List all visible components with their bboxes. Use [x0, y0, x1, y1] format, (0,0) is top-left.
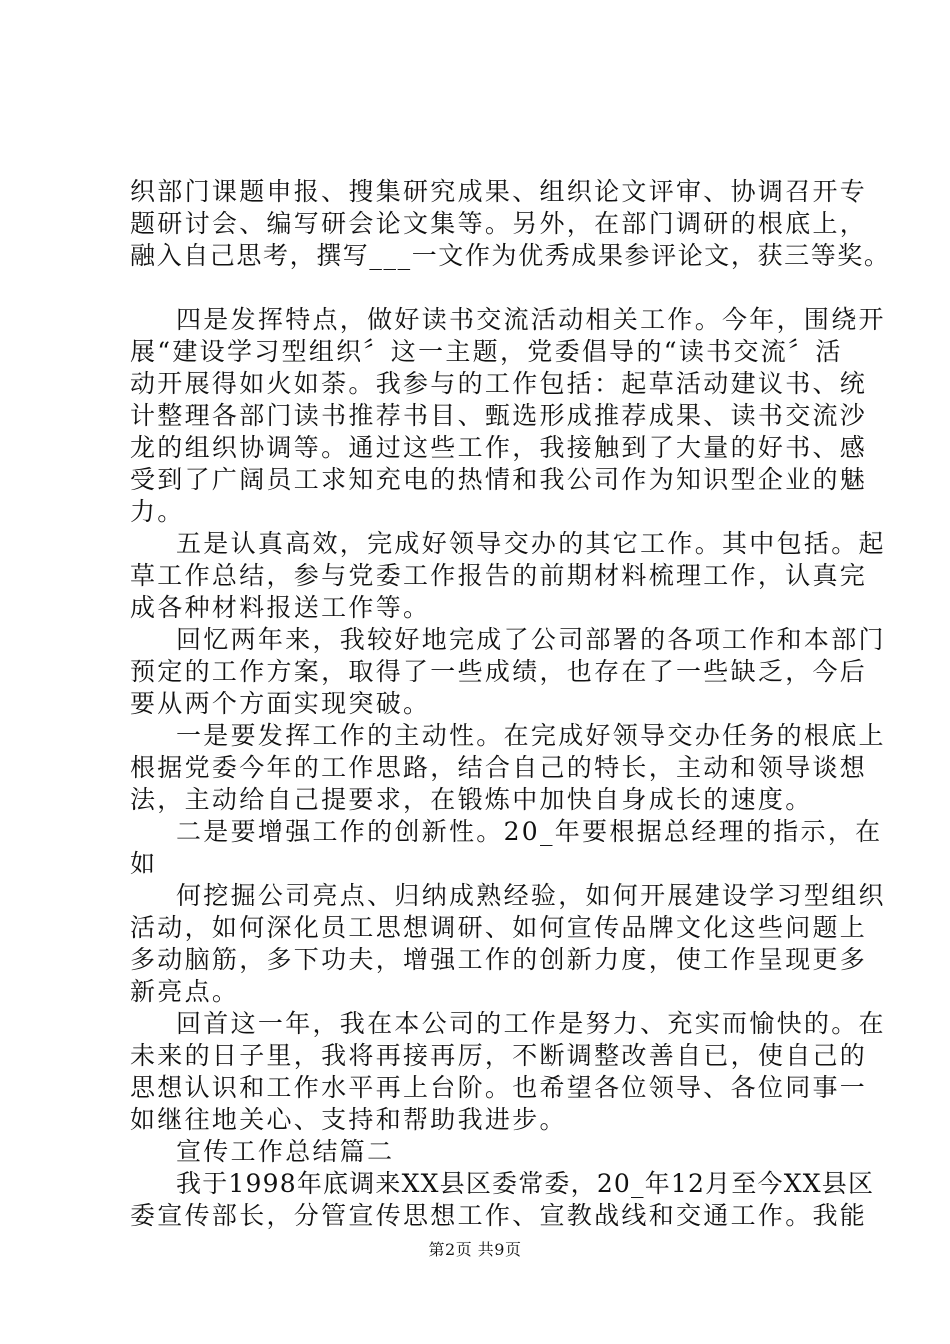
text-line: 何挖掘公司亮点、归纳成熟经验，如何开展建设学习型组织: [176, 881, 886, 910]
text-line: 委宣传部长，分管宣传思想工作、宣教战线和交通工作。我能: [130, 1201, 868, 1230]
text-line: 展“建设学习型组织〞这一主题，党委倡导的“读书交流〞活: [130, 337, 843, 366]
text-line: 如继往地关心、支持和帮助我进步。: [130, 1105, 567, 1134]
text-line: 题研讨会、编写研会论文集等。另外，在部门调研的根底上，: [130, 209, 868, 238]
text-line: 融入自己思考，撰写___一文作为优秀成果参评论文，获三等奖。: [130, 241, 891, 270]
text-line: 多动脑筋，多下功夫，增强工作的创新力度，使工作呈现更多: [130, 945, 868, 974]
text-line: 思想认识和工作水平再上台阶。也希望各位领导、各位同事一: [130, 1073, 868, 1102]
text-line: 草工作总结，参与党委工作报告的前期材料梳理工作，认真完: [130, 561, 868, 590]
text-line: 动开展得如火如荼。我参与的工作包括：起草活动建议书、统: [130, 369, 868, 398]
text-line: 一是要发挥工作的主动性。在完成好领导交办任务的根底上: [176, 721, 886, 750]
text-line: 法，主动给自己提要求，在锻炼中加快自身成长的速度。: [130, 785, 813, 814]
text-line: 新亮点。: [130, 977, 240, 1006]
text-line: 龙的组织协调等。通过这些工作，我接触到了大量的好书、感: [130, 433, 868, 462]
text-line: 成各种材料报送工作等。: [130, 593, 431, 622]
text-line: 未来的日子里，我将再接再厉，不断调整改善自已，使自己的: [130, 1041, 868, 1070]
page-footer: 第2页 共9页: [428, 1240, 522, 1259]
text-line: 预定的工作方案，取得了一些成绩，也存在了一些缺乏，今后: [130, 657, 868, 686]
text-line: 织部门课题申报、搜集研究成果、组织论文评审、协调召开专: [130, 177, 868, 206]
text-line: 受到了广阔员工求知充电的热情和我公司作为知识型企业的魅: [130, 465, 868, 494]
text-line: 回忆两年来，我较好地完成了公司部署的各项工作和本部门: [176, 625, 886, 654]
text-line: 二是要增强工作的创新性。20_年要根据总经理的指示，在: [176, 817, 883, 846]
text-line: 四是发挥特点，做好读书交流活动相关工作。今年，围绕开: [176, 305, 886, 334]
text-line: 我于1998年底调来XX县区委常委，20_年12月至今XX县区: [176, 1169, 875, 1198]
section-heading: 宣传工作总结篇二: [176, 1137, 395, 1166]
text-line: 回首这一年，我在本公司的工作是努力、充实而愉快的。在: [176, 1009, 886, 1038]
text-line: 要从两个方面实现突破。: [130, 689, 431, 718]
text-line: 五是认真高效，完成好领导交办的其它工作。其中包括。起: [176, 529, 886, 558]
text-line: 如: [130, 849, 158, 878]
text-line: 根据党委今年的工作思路，结合自己的特长，主动和领导谈想: [130, 753, 868, 782]
text-line: 活动，如何深化员工思想调研、如何宣传品牌文化这些问题上: [130, 913, 868, 942]
text-line: 计整理各部门读书推荐书目、甄选形成推荐成果、读书交流沙: [130, 401, 868, 430]
text-line: 力。: [130, 497, 185, 526]
